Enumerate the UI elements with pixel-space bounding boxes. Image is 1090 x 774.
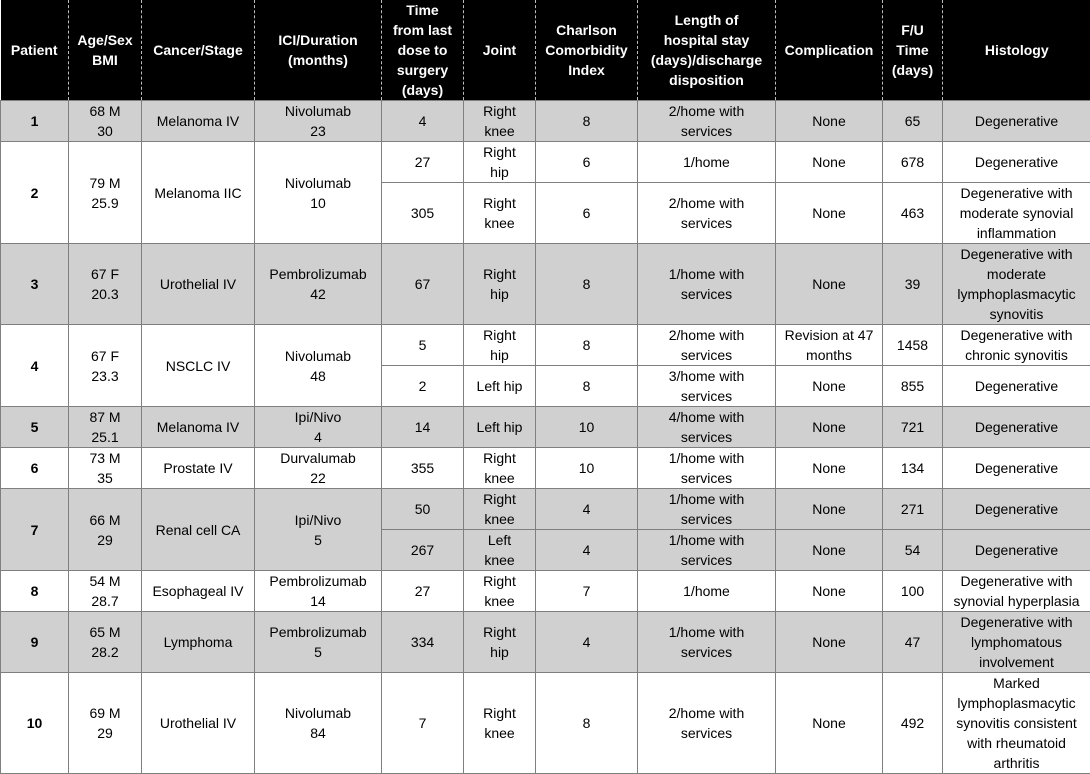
ici-drug: Nivolumab bbox=[285, 103, 351, 119]
bmi: 29 bbox=[97, 725, 113, 741]
complication-cell: None bbox=[776, 489, 883, 530]
joint-cell: Right knee bbox=[464, 673, 536, 774]
joint-cell: Right knee bbox=[464, 183, 536, 244]
cci-cell: 6 bbox=[536, 183, 638, 244]
patient-id-cell: 10 bbox=[1, 673, 69, 774]
follow-up-cell: 47 bbox=[883, 612, 943, 673]
age-sex-bmi-cell bbox=[69, 142, 142, 244]
histology-cell: Degenerative bbox=[943, 448, 1090, 489]
time-to-surgery-cell: 2 bbox=[382, 366, 464, 407]
complication-cell: None bbox=[776, 448, 883, 489]
age-sex: 87 M bbox=[89, 409, 120, 425]
time-to-surgery-cell: 50 bbox=[382, 489, 464, 530]
bmi: 29 bbox=[97, 532, 113, 548]
age-sex: 69 M bbox=[89, 705, 120, 721]
joint-cell: Right knee bbox=[464, 448, 536, 489]
joint-cell: Right knee bbox=[464, 571, 536, 612]
cci-cell: 4 bbox=[536, 489, 638, 530]
ici-drug: Pembrolizumab bbox=[269, 624, 366, 640]
ici-drug: Nivolumab bbox=[285, 705, 351, 721]
bmi: 23.3 bbox=[91, 368, 118, 384]
hospital-stay-cell: 4/home with services bbox=[638, 407, 776, 448]
patient-id-cell: 8 bbox=[1, 571, 69, 612]
cci-cell: 4 bbox=[536, 612, 638, 673]
joint-cell: Right hip bbox=[464, 244, 536, 325]
complication-cell: Revision at 47 months bbox=[776, 325, 883, 366]
follow-up-cell: 855 bbox=[883, 366, 943, 407]
follow-up-cell: 721 bbox=[883, 407, 943, 448]
time-to-surgery-cell: 27 bbox=[382, 142, 464, 183]
age-sex: 54 M bbox=[89, 573, 120, 589]
follow-up-cell: 678 bbox=[883, 142, 943, 183]
time-to-surgery-cell: 355 bbox=[382, 448, 464, 489]
age-sex: 73 M bbox=[89, 450, 120, 466]
cancer-stage-cell: Lymphoma bbox=[142, 612, 255, 673]
time-to-surgery-cell: 27 bbox=[382, 571, 464, 612]
age-sex: 65 M bbox=[89, 624, 120, 640]
column-header: Complication bbox=[776, 0, 883, 101]
patient-id-cell: 9 bbox=[1, 612, 69, 673]
patient-id-cell: 1 bbox=[1, 101, 69, 142]
histology-cell: Degenerative with lymphomatous involvement bbox=[943, 612, 1090, 673]
ici-duration: 5 bbox=[314, 532, 322, 548]
hospital-stay-cell: 1/home bbox=[638, 571, 776, 612]
hospital-stay-cell: 1/home with services bbox=[638, 489, 776, 530]
ici-duration: 42 bbox=[310, 286, 326, 302]
joint-cell: Left hip bbox=[464, 407, 536, 448]
patient-id-cell: 7 bbox=[1, 489, 69, 571]
ici-drug: Durvalumab bbox=[280, 450, 355, 466]
column-header: Cancer/Stage bbox=[142, 0, 255, 101]
follow-up-cell: 134 bbox=[883, 448, 943, 489]
column-header: Age/Sex BMI bbox=[69, 0, 142, 101]
table-row bbox=[1, 101, 1090, 142]
histology-cell: Marked lymphoplasmacytic synovitis consistent with rheumatoid arthritis bbox=[943, 673, 1090, 774]
ici-duration-cell bbox=[255, 612, 382, 673]
table-row bbox=[1, 612, 1090, 673]
complication-cell: None bbox=[776, 571, 883, 612]
cancer-stage-cell: Esophageal IV bbox=[142, 571, 255, 612]
follow-up-cell: 39 bbox=[883, 244, 943, 325]
ici-duration: 48 bbox=[310, 368, 326, 384]
hospital-stay-cell: 1/home with services bbox=[638, 244, 776, 325]
cci-cell: 8 bbox=[536, 325, 638, 366]
cci-cell: 4 bbox=[536, 530, 638, 571]
follow-up-cell: 54 bbox=[883, 530, 943, 571]
cci-cell: 8 bbox=[536, 366, 638, 407]
histology-cell: Degenerative bbox=[943, 366, 1090, 407]
time-to-surgery-cell: 334 bbox=[382, 612, 464, 673]
time-to-surgery-cell: 305 bbox=[382, 183, 464, 244]
bmi: 28.2 bbox=[91, 644, 118, 660]
time-to-surgery-cell: 67 bbox=[382, 244, 464, 325]
header-row bbox=[1, 0, 1090, 101]
histology-cell: Degenerative with chronic synovitis bbox=[943, 325, 1090, 366]
bmi: 25.9 bbox=[91, 195, 118, 211]
ici-duration: 14 bbox=[310, 593, 326, 609]
follow-up-cell: 1458 bbox=[883, 325, 943, 366]
bmi: 35 bbox=[97, 470, 113, 486]
follow-up-cell: 65 bbox=[883, 101, 943, 142]
ici-duration-cell bbox=[255, 244, 382, 325]
joint-cell: Right hip bbox=[464, 612, 536, 673]
hospital-stay-cell: 2/home with services bbox=[638, 325, 776, 366]
column-header: Time from last dose to surgery (days) bbox=[382, 0, 464, 101]
ici-duration-cell bbox=[255, 673, 382, 774]
follow-up-cell: 100 bbox=[883, 571, 943, 612]
table-row bbox=[1, 448, 1090, 489]
time-to-surgery-cell: 5 bbox=[382, 325, 464, 366]
complication-cell: None bbox=[776, 673, 883, 774]
cci-cell: 6 bbox=[536, 142, 638, 183]
age-sex-bmi-cell bbox=[69, 673, 142, 774]
histology-cell: Degenerative bbox=[943, 407, 1090, 448]
patient-id-cell: 2 bbox=[1, 142, 69, 244]
cancer-stage-cell: Melanoma IV bbox=[142, 101, 255, 142]
ici-drug: Ipi/Nivo bbox=[295, 409, 342, 425]
ici-duration: 10 bbox=[310, 195, 326, 211]
ici-duration-cell bbox=[255, 407, 382, 448]
column-header: Length of hospital stay (days)/discharge disposition bbox=[638, 0, 776, 101]
ici-duration-cell bbox=[255, 571, 382, 612]
cci-cell: 10 bbox=[536, 407, 638, 448]
patient-id-cell: 6 bbox=[1, 448, 69, 489]
cancer-stage-cell: NSCLC IV bbox=[142, 325, 255, 407]
hospital-stay-cell: 2/home with services bbox=[638, 183, 776, 244]
cancer-stage-cell: Prostate IV bbox=[142, 448, 255, 489]
histology-cell: Degenerative with synovial hyperplasia bbox=[943, 571, 1090, 612]
column-header: Charlson Comorbidity Index bbox=[536, 0, 638, 101]
cancer-stage-cell: Renal cell CA bbox=[142, 489, 255, 571]
cancer-stage-cell: Urothelial IV bbox=[142, 673, 255, 774]
histology-cell: Degenerative bbox=[943, 489, 1090, 530]
cancer-stage-cell: Melanoma IIC bbox=[142, 142, 255, 244]
table-row bbox=[1, 673, 1090, 774]
patient-id-cell: 5 bbox=[1, 407, 69, 448]
ici-drug: Pembrolizumab bbox=[269, 266, 366, 282]
ici-drug: Nivolumab bbox=[285, 348, 351, 364]
age-sex: 67 F bbox=[91, 266, 119, 282]
column-header: F/U Time (days) bbox=[883, 0, 943, 101]
ici-duration: 22 bbox=[310, 470, 326, 486]
age-sex-bmi-cell bbox=[69, 244, 142, 325]
column-header: Joint bbox=[464, 0, 536, 101]
ici-duration-cell bbox=[255, 489, 382, 571]
histology-cell: Degenerative bbox=[943, 101, 1090, 142]
joint-cell: Right knee bbox=[464, 101, 536, 142]
age-sex-bmi-cell bbox=[69, 101, 142, 142]
follow-up-cell: 463 bbox=[883, 183, 943, 244]
table-row bbox=[1, 142, 1090, 183]
table-row bbox=[1, 244, 1090, 325]
table-row bbox=[1, 325, 1090, 366]
time-to-surgery-cell: 14 bbox=[382, 407, 464, 448]
time-to-surgery-cell: 267 bbox=[382, 530, 464, 571]
cci-cell: 7 bbox=[536, 571, 638, 612]
bmi: 28.7 bbox=[91, 593, 118, 609]
ici-duration-cell bbox=[255, 142, 382, 244]
follow-up-cell: 492 bbox=[883, 673, 943, 774]
complication-cell: None bbox=[776, 407, 883, 448]
column-header: ICI/Duration (months) bbox=[255, 0, 382, 101]
age-sex: 68 M bbox=[89, 103, 120, 119]
bmi: 20.3 bbox=[91, 286, 118, 302]
ici-drug: Pembrolizumab bbox=[269, 573, 366, 589]
time-to-surgery-cell: 7 bbox=[382, 673, 464, 774]
ici-duration: 5 bbox=[314, 644, 322, 660]
joint-cell: Right knee bbox=[464, 489, 536, 530]
complication-cell: None bbox=[776, 366, 883, 407]
cci-cell: 8 bbox=[536, 101, 638, 142]
hospital-stay-cell: 2/home with services bbox=[638, 101, 776, 142]
ici-duration-cell bbox=[255, 101, 382, 142]
age-sex: 66 M bbox=[89, 512, 120, 528]
age-sex-bmi-cell bbox=[69, 612, 142, 673]
complication-cell: None bbox=[776, 530, 883, 571]
histology-cell: Degenerative bbox=[943, 530, 1090, 571]
cancer-stage-cell: Melanoma IV bbox=[142, 407, 255, 448]
column-header: Patient bbox=[1, 0, 69, 101]
patient-id-cell: 3 bbox=[1, 244, 69, 325]
bmi: 30 bbox=[97, 123, 113, 139]
joint-cell: Right hip bbox=[464, 142, 536, 183]
complication-cell: None bbox=[776, 183, 883, 244]
complication-cell: None bbox=[776, 612, 883, 673]
cancer-stage-cell: Urothelial IV bbox=[142, 244, 255, 325]
hospital-stay-cell: 2/home with services bbox=[638, 673, 776, 774]
age-sex-bmi-cell bbox=[69, 325, 142, 407]
column-header: Histology bbox=[943, 0, 1090, 101]
cci-cell: 8 bbox=[536, 673, 638, 774]
ici-duration: 23 bbox=[310, 123, 326, 139]
ici-drug: Nivolumab bbox=[285, 175, 351, 191]
hospital-stay-cell: 1/home with services bbox=[638, 448, 776, 489]
histology-cell: Degenerative bbox=[943, 142, 1090, 183]
ici-duration: 4 bbox=[314, 429, 322, 445]
complication-cell: None bbox=[776, 101, 883, 142]
histology-cell: Degenerative with moderate lymphoplasmacytic synovitis bbox=[943, 244, 1090, 325]
complication-cell: None bbox=[776, 142, 883, 183]
age-sex-bmi-cell bbox=[69, 407, 142, 448]
cci-cell: 8 bbox=[536, 244, 638, 325]
hospital-stay-cell: 1/home with services bbox=[638, 612, 776, 673]
ici-duration-cell bbox=[255, 325, 382, 407]
age-sex-bmi-cell bbox=[69, 448, 142, 489]
age-sex: 79 M bbox=[89, 175, 120, 191]
bmi: 25.1 bbox=[91, 429, 118, 445]
table-row bbox=[1, 489, 1090, 530]
ici-drug: Ipi/Nivo bbox=[295, 512, 342, 528]
cci-cell: 10 bbox=[536, 448, 638, 489]
histology-cell: Degenerative with moderate synovial inflammation bbox=[943, 183, 1090, 244]
hospital-stay-cell: 1/home with services bbox=[638, 530, 776, 571]
joint-cell: Left knee bbox=[464, 530, 536, 571]
ici-duration: 84 bbox=[310, 725, 326, 741]
hospital-stay-cell: 1/home bbox=[638, 142, 776, 183]
ici-duration-cell bbox=[255, 448, 382, 489]
age-sex-bmi-cell bbox=[69, 571, 142, 612]
age-sex-bmi-cell bbox=[69, 489, 142, 571]
age-sex: 67 F bbox=[91, 348, 119, 364]
table-row bbox=[1, 571, 1090, 612]
time-to-surgery-cell: 4 bbox=[382, 101, 464, 142]
follow-up-cell: 271 bbox=[883, 489, 943, 530]
hospital-stay-cell: 3/home with services bbox=[638, 366, 776, 407]
joint-cell: Right hip bbox=[464, 325, 536, 366]
table-row bbox=[1, 407, 1090, 448]
patient-id-cell: 4 bbox=[1, 325, 69, 407]
complication-cell: None bbox=[776, 244, 883, 325]
joint-cell: Left hip bbox=[464, 366, 536, 407]
